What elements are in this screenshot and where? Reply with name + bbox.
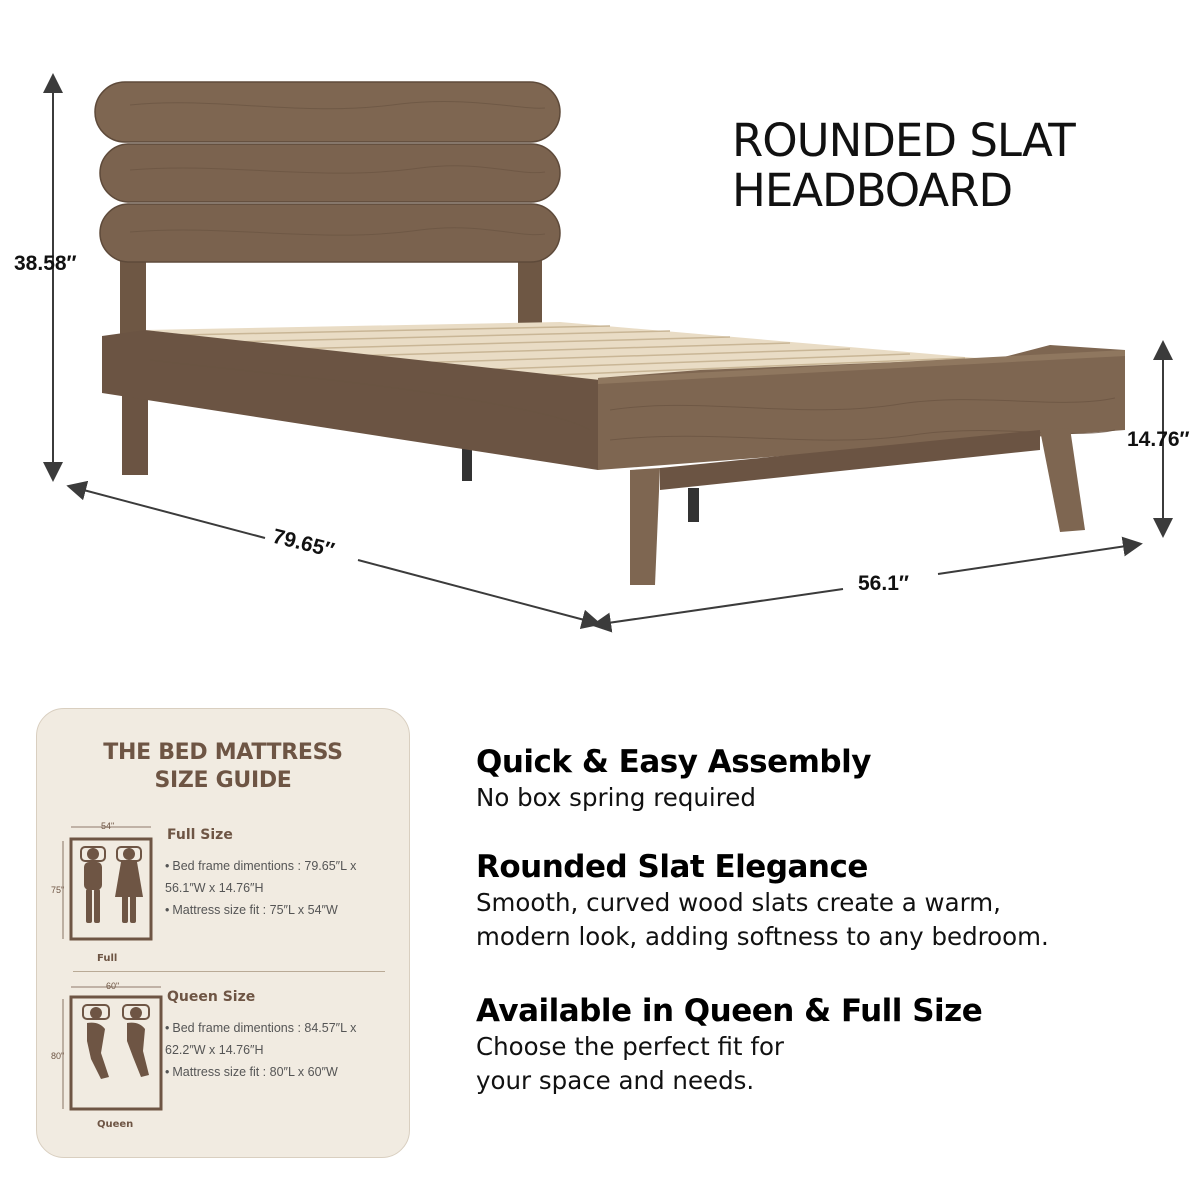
feature-heading: Quick & Easy Assembly — [476, 744, 871, 780]
sleeping-person-icon — [127, 1007, 149, 1077]
queen-spec-1: • Bed frame dimentions : 84.57″L x — [165, 1021, 357, 1035]
feature-slat-elegance — [476, 848, 1176, 954]
full-spec-3: • Mattress size fit : 75″L x 54″W — [165, 903, 338, 917]
center-support-leg — [462, 445, 472, 481]
height-frame-label: 14.76″ — [1127, 428, 1190, 451]
front-right-leg — [1040, 428, 1085, 532]
length-arrow-right — [358, 560, 592, 622]
height-headboard-label: 38.58″ — [14, 252, 77, 275]
queen-size-specs — [165, 1017, 405, 1083]
back-left-leg — [122, 395, 148, 475]
feature-line: your space and needs. — [476, 1066, 755, 1095]
full-size-name: Full Size — [167, 827, 233, 843]
queen-diagram-length: 80" — [51, 1051, 65, 1061]
headline-line-2: HEADBOARD — [732, 164, 1013, 217]
headboard-slat-bottom — [100, 204, 560, 262]
queen-mattress-outline — [71, 997, 161, 1109]
full-bed-diagram — [51, 819, 181, 969]
length-label: 79.65″ — [270, 524, 337, 563]
full-diagram-width: 54" — [101, 821, 115, 831]
person-icon — [84, 848, 102, 923]
size-guide-title-line-2: SIZE GUIDE — [154, 768, 292, 793]
queen-size-name: Queen Size — [167, 989, 256, 1005]
feature-line: Smooth, curved wood slats create a warm, — [476, 888, 1001, 917]
full-spec-1: • Bed frame dimentions : 79.65″L x — [165, 859, 357, 873]
width-arrow-right — [938, 545, 1133, 574]
feature-body — [476, 886, 1176, 954]
headline-line-1: ROUNDED SLAT — [732, 114, 1075, 167]
queen-bed-diagram — [51, 981, 181, 1131]
feature-available-sizes — [476, 992, 1176, 1098]
size-guide-title — [37, 739, 409, 795]
mattress-size-guide-card — [36, 708, 410, 1158]
feature-body — [476, 781, 1176, 815]
full-spec-2: 56.1″W x 14.76″H — [165, 881, 264, 895]
full-size-specs — [165, 855, 405, 921]
width-arrow-left — [601, 589, 843, 624]
headboard-slat-top — [95, 82, 560, 142]
size-guide-title-line-1: THE BED MATTRESS — [103, 740, 343, 765]
full-caption: Full — [97, 953, 118, 964]
front-left-leg — [630, 468, 660, 585]
size-divider — [73, 971, 385, 972]
feature-heading: Available in Queen & Full Size — [476, 993, 983, 1029]
queen-caption: Queen — [97, 1119, 134, 1130]
headline — [732, 116, 1075, 216]
feature-line: Choose the perfect fit for — [476, 1032, 785, 1061]
center-support-leg-front — [688, 488, 699, 522]
feature-line: No box spring required — [476, 783, 756, 812]
person-icon — [115, 848, 143, 923]
sleeping-person-icon — [87, 1007, 109, 1079]
feature-assembly — [476, 743, 1176, 815]
full-diagram-length: 75" — [51, 885, 65, 895]
full-size-block — [37, 819, 409, 969]
feature-heading: Rounded Slat Elegance — [476, 849, 868, 885]
feature-line: modern look, adding softness to any bedroom. — [476, 922, 1049, 951]
queen-spec-3: • Mattress size fit : 80″L x 60″W — [165, 1065, 338, 1079]
queen-diagram-width: 60" — [106, 981, 120, 991]
length-arrow-left — [76, 488, 265, 538]
queen-spec-2: 62.2″W x 14.76″H — [165, 1043, 264, 1057]
queen-size-block — [37, 981, 409, 1131]
width-label: 56.1″ — [858, 572, 909, 595]
feature-body — [476, 1030, 1176, 1098]
